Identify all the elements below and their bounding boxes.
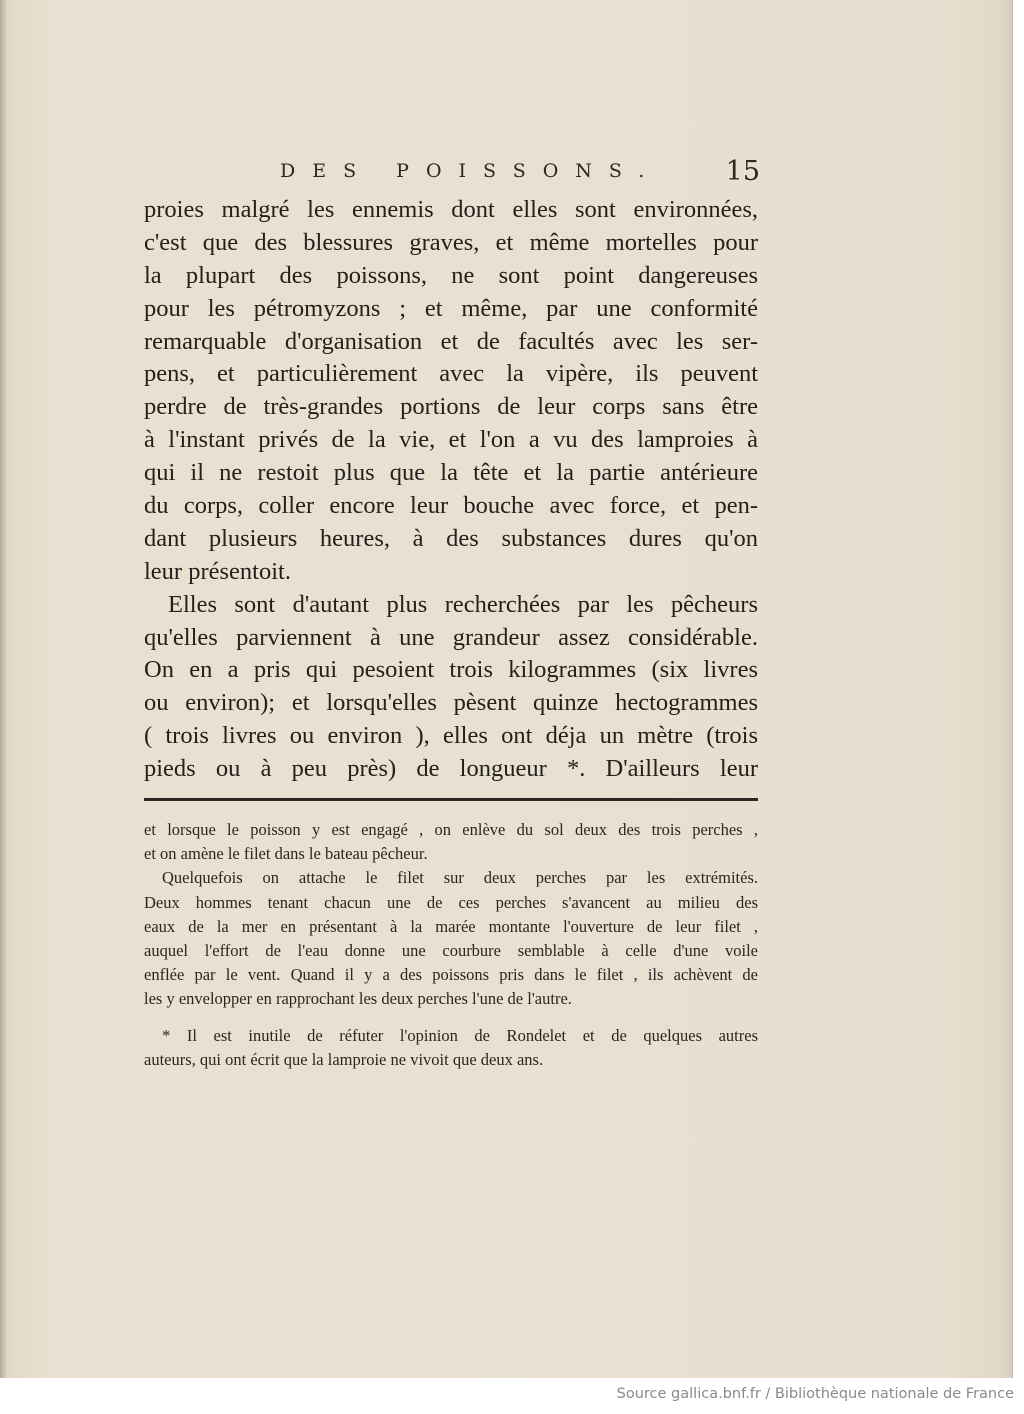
text-line: qui il ne restoit plus que la tête et la partie antérieure (144, 459, 758, 487)
footnote-line: Quelquefois on attache le filet sur deux perches par les extrémités. (162, 868, 758, 888)
text-line: pour les pétromyzons ; et même, par une conformité (144, 294, 758, 322)
text-line: On en a pris qui pesoient trois kilogrammes (six livres (144, 656, 758, 684)
running-title: DES POISSONS. (280, 160, 662, 182)
footnote-spacer (144, 1012, 758, 1024)
source-credit: Source gallica.bnf.fr / Bibliothèque nationale de France (616, 1386, 1014, 1402)
footnote-rule (144, 798, 758, 801)
footnote-line: auteurs, qui ont écrit que la lamproie ne vivoit que deux ans. (144, 1049, 544, 1069)
text-line: remarquable d'organisation et de facultés avec les ser- (144, 327, 758, 355)
footnote-line: auquel l'effort de l'eau donne une courbure semblable à celle d'une voile (144, 940, 758, 960)
text-line: pens, et particulièrement avec la vipère, ils peuvent (144, 360, 758, 388)
footnote-line: * Il est inutile de réfuter l'opinion de Rondelet et de quelques autres (162, 1025, 758, 1045)
text-line: qu'elles parviennent à une grandeur assez considérable. (144, 623, 758, 651)
text-line: ( trois livres ou environ ), elles ont déja un mètre (trois (144, 722, 758, 750)
footnote-line: les y envelopper en rapprochant les deux perches l'une de l'autre. (144, 989, 572, 1009)
text-line: perdre de très-grandes portions de leur corps sans être (144, 393, 758, 421)
footnote-line: et on amène le filet dans le bateau pêcheur. (144, 844, 428, 864)
text-line: du corps, coller encore leur bouche avec force, et pen- (144, 492, 758, 520)
page-gutter-shadow (0, 0, 6, 1378)
text-line: pieds ou à peu près) de longueur *. D'ailleurs leur (144, 755, 758, 783)
footnote-line: enflée par le vent. Quand il y a des poissons pris dans le filet , ils achèvent de (144, 965, 758, 985)
text-line: dant plusieurs heures, à des substances dures qu'on (144, 524, 758, 552)
text-line: à l'instant privés de la vie, et l'on a vu des lamproies à (144, 426, 758, 454)
text-line: ou environ); et lorsqu'elles pèsent quinze hectogrammes (144, 689, 758, 717)
footnotes (144, 818, 758, 1072)
text-line: Elles sont d'autant plus recherchées par les pêcheurs (168, 590, 758, 618)
text-line: proies malgré les ennemis dont elles sont environnées, (144, 196, 758, 223)
text-line: leur présentoit. (144, 557, 291, 585)
main-text (144, 194, 758, 786)
text-line: c'est que des blessures graves, et même mortelles pour (144, 228, 758, 256)
running-head (270, 156, 760, 192)
footnote-line: Deux hommes tenant chacun une de ces perches s'avancent au milieu des (144, 892, 758, 912)
footnote-line: et lorsque le poisson y est engagé , on enlève du sol deux des trois perches , (144, 820, 758, 839)
page-number: 15 (725, 156, 760, 187)
footnote-line: eaux de la mer en présentant à la marée montante l'ouverture de leur filet , (144, 916, 758, 936)
text-line: la plupart des poissons, ne sont point dangereuses (144, 261, 758, 289)
